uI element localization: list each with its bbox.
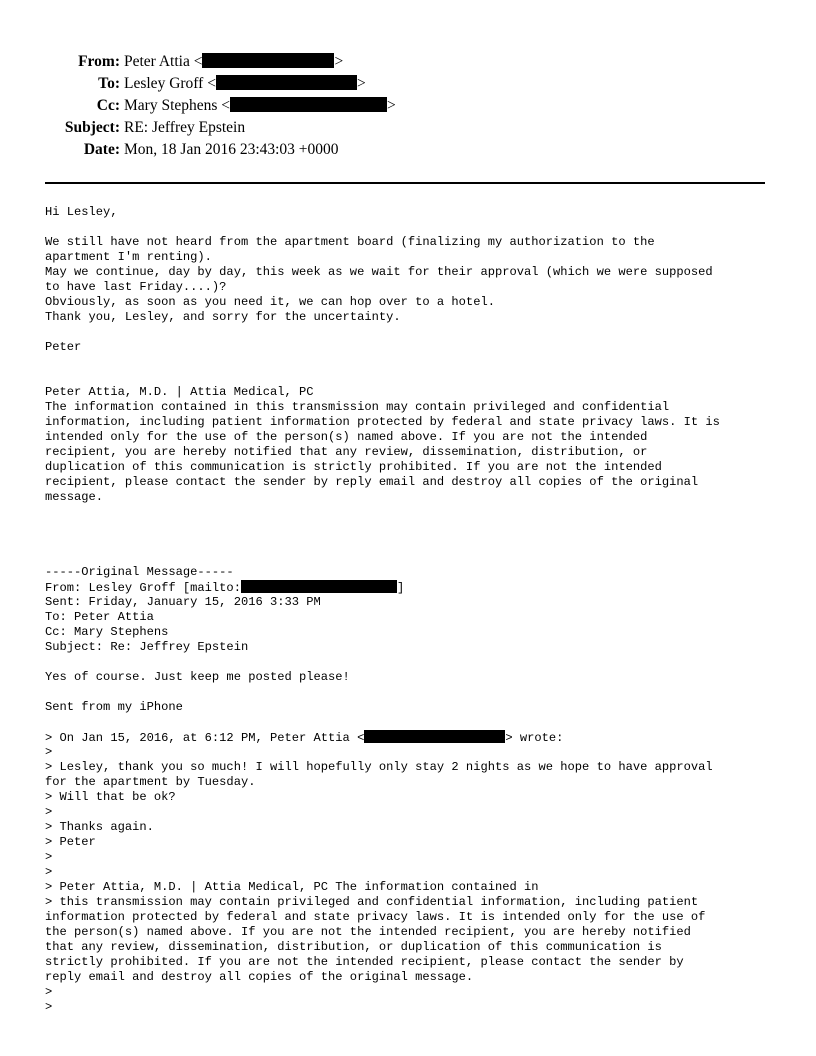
cc-row: [0, 97, 816, 119]
from-name: Peter Attia <: [124, 53, 203, 70]
subject-label: Subject:: [64, 119, 120, 136]
date-value: Mon, 18 Jan 2016 23:43:03 +0000: [124, 141, 339, 158]
signature-disclaimer: Peter Attia, M.D. | Attia Medical, PC The information contained in this transmission may contain privileged and confidential information, including patient information protected by federal and state privacy laws. It is intended only for the use of the person(s) named above. If you are not the intended recipient, you are hereby notified that any review, dissemination, distribution, or duplication of this communication is strictly prohibited. If you are not the intended recipient, please contact the sender by reply email and destroy all copies of the original message.: [45, 385, 720, 504]
to-label: To:: [98, 75, 120, 92]
original-cc: Cc: Mary Stephens: [45, 625, 169, 639]
to-row: [0, 75, 816, 97]
subject-value: RE: Jeffrey Epstein: [124, 119, 246, 136]
date-label: Date:: [83, 141, 120, 158]
from-row: [0, 53, 816, 75]
subject-row: [0, 119, 816, 141]
original-reply: Yes of course. Just keep me posted please!: [45, 670, 350, 684]
redaction-box: [241, 580, 397, 593]
header-divider: [45, 182, 765, 184]
to-name: Lesley Groff <: [124, 75, 216, 92]
redaction-box: [364, 730, 505, 743]
from-label: From:: [78, 53, 120, 70]
cc-name: Mary Stephens <: [124, 97, 231, 114]
original-to: To: Peter Attia: [45, 610, 154, 624]
from-value: Peter Attia < >: [124, 53, 344, 70]
sent-from-device: Sent from my iPhone: [45, 700, 183, 714]
signoff: Peter: [45, 340, 82, 354]
redaction-box: [202, 53, 334, 68]
greeting: Hi Lesley,: [45, 205, 118, 219]
original-from: From: Lesley Groff [mailto: ]: [45, 581, 405, 595]
cc-value: Mary Stephens < >: [124, 97, 396, 114]
quote-intro: > On Jan 15, 2016, at 6:12 PM, Peter Attia < > wrote:: [45, 731, 564, 745]
redaction-box: [216, 75, 357, 90]
to-value: Lesley Groff < >: [124, 75, 366, 92]
redaction-box: [230, 97, 387, 112]
original-subject: Subject: Re: Jeffrey Epstein: [45, 640, 249, 654]
original-message-divider: -----Original Message-----: [45, 565, 234, 579]
quoted-message: > > Lesley, thank you so much! I will hopefully only stay 2 nights as we hope to have approval for the apartment by Tuesday. > Will that be ok? > > Thanks again. > Peter > > > Peter Attia, M.D. | Attia Medical, PC The information contained in > this transmission may contain privileged and confidential information, including patient information protected by federal and state privacy laws. It is intended only for the use of the person(s) named above. If you are not the intended recipient, you are hereby notified that any review, dissemination, distribution, or duplication of this communication is strictly prohibited. If you are not the intended recipient, please contact the sender by reply email and destroy all copies of the original message. > >: [45, 745, 713, 1014]
body-paragraph: We still have not heard from the apartment board (finalizing my authorization to the apartment I'm renting). May we continue, day by day, this week as we wait for their approval (which we were supposed to have last Friday....)? Obviously, as soon as you need it, we can hop over to a hotel. Thank you, Lesley, and sorry for the uncertainty.: [45, 235, 713, 324]
original-sent: Sent: Friday, January 15, 2016 3:33 PM: [45, 595, 321, 609]
cc-label: Cc:: [96, 97, 120, 114]
date-row: [0, 141, 816, 163]
